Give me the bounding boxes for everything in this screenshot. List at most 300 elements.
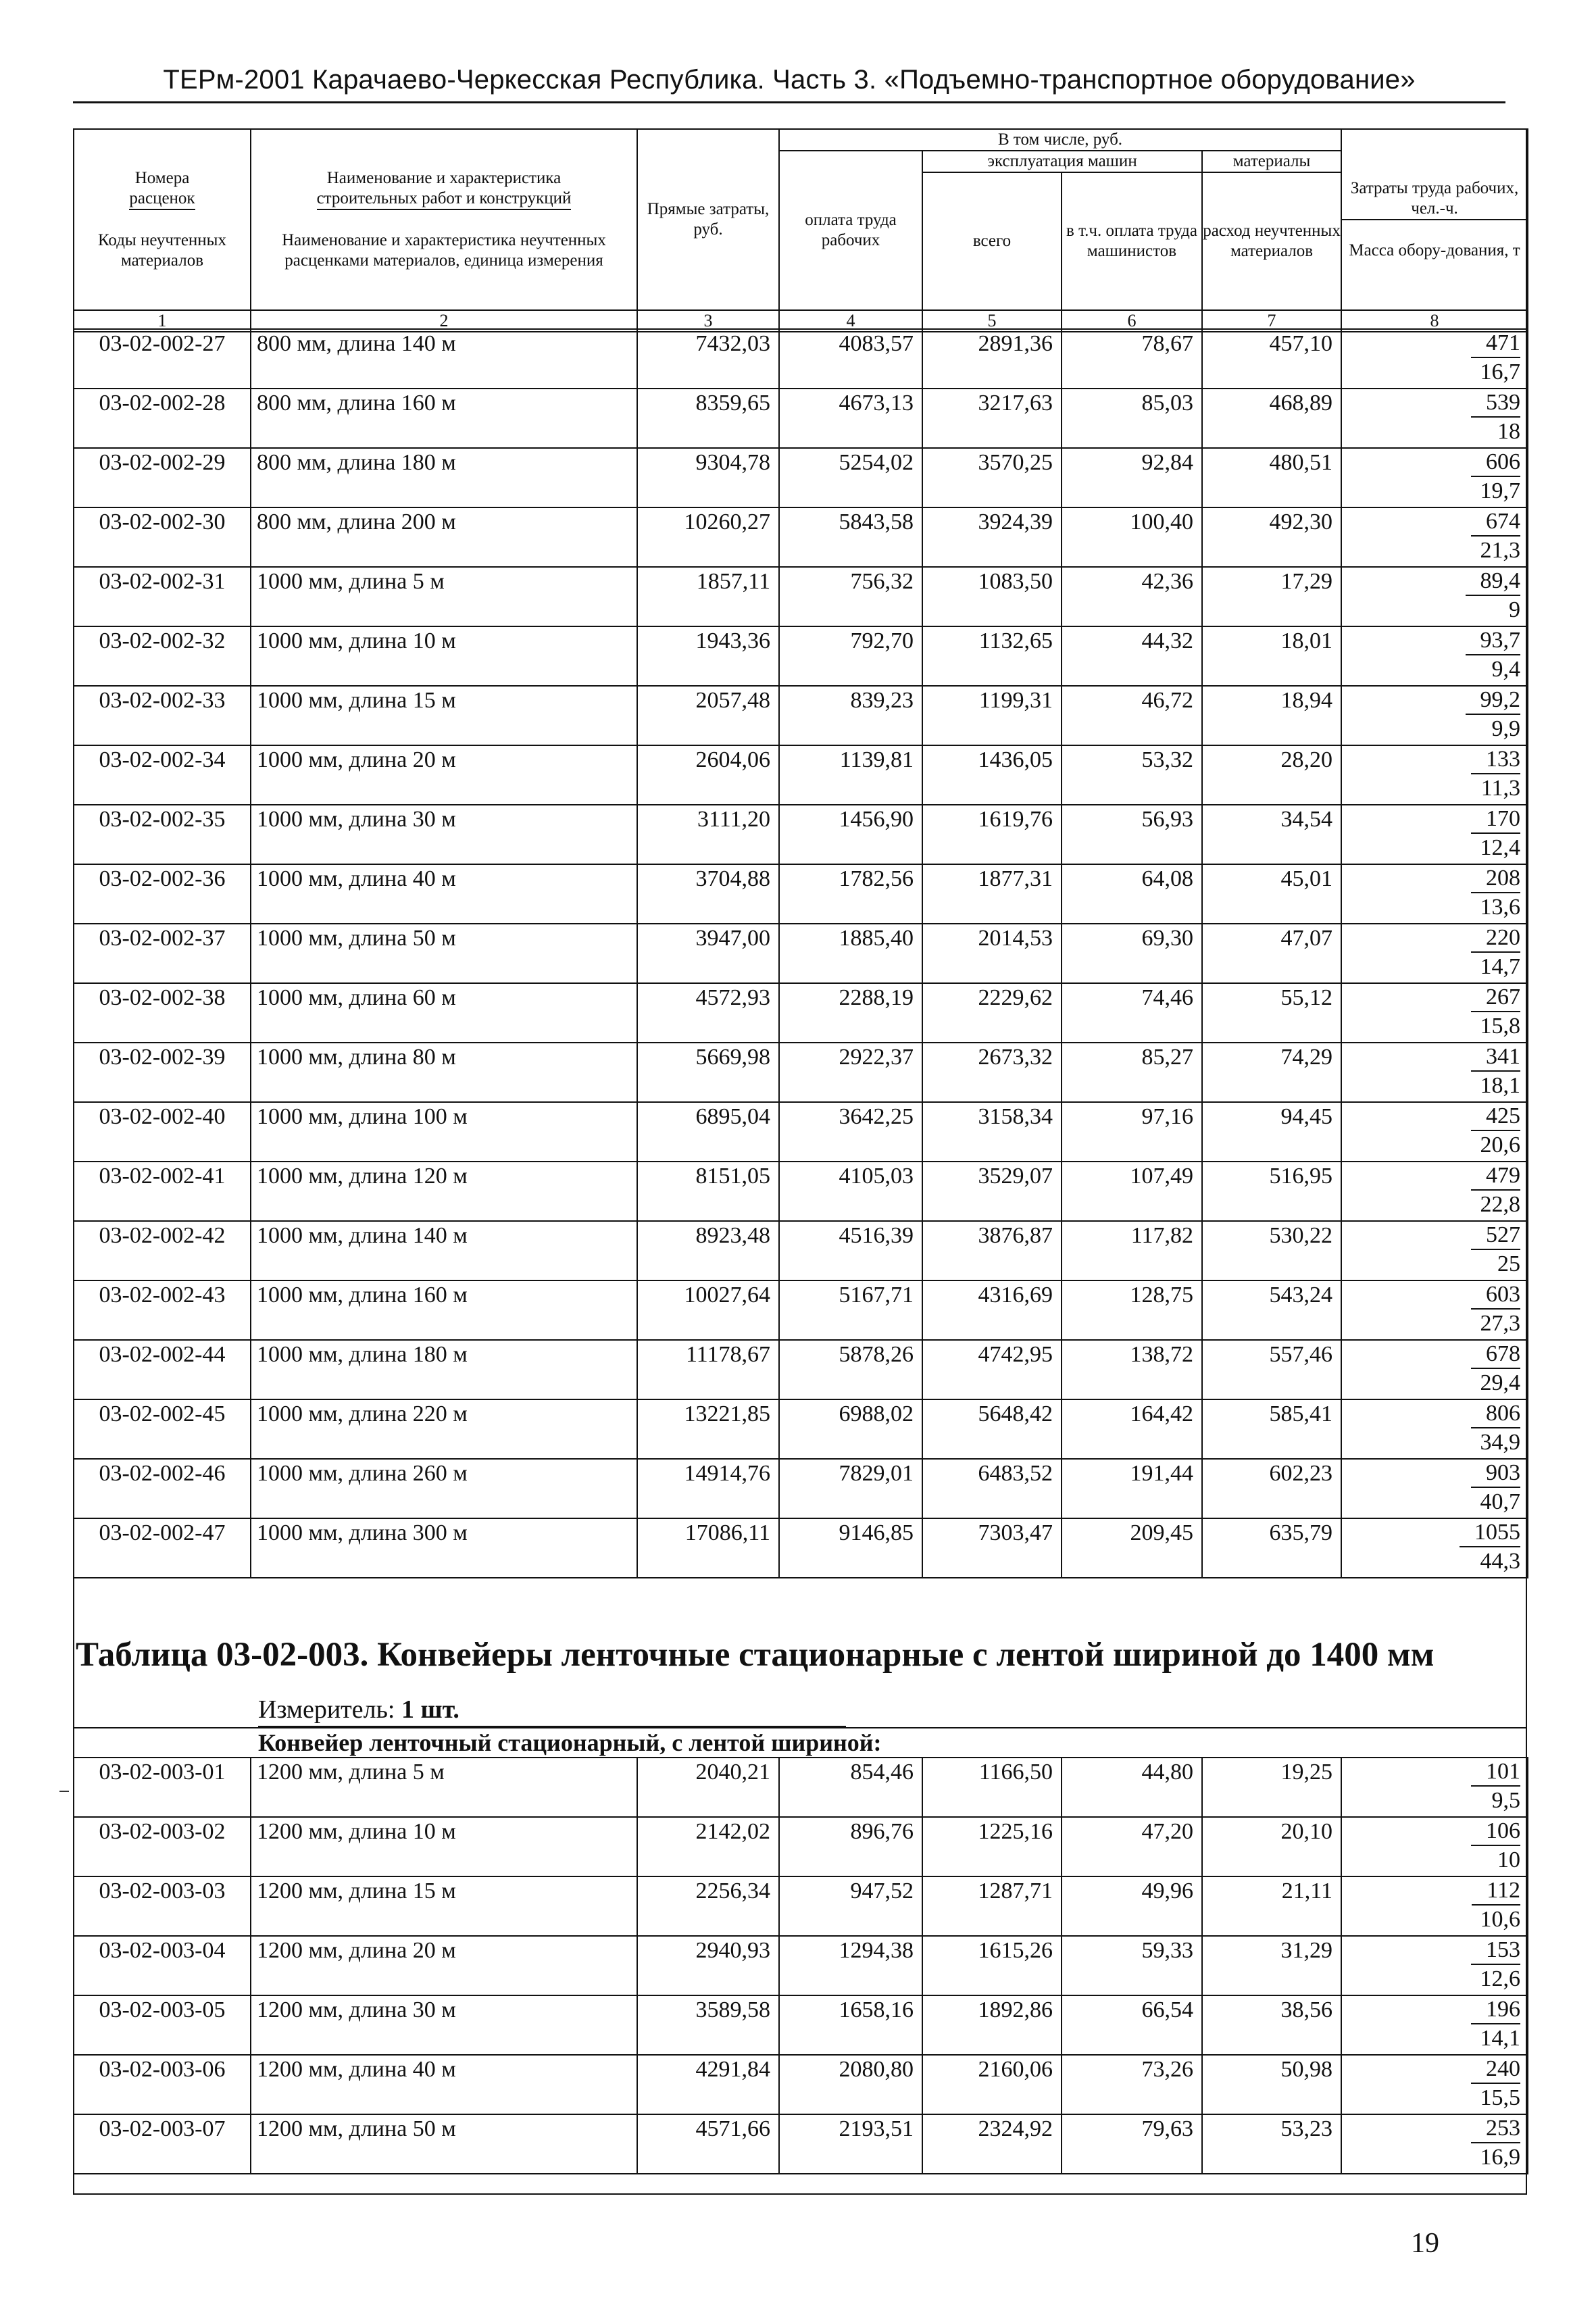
equipment-mass: 15,8 — [1480, 1014, 1520, 1039]
machines-total: 6483,52 — [922, 1459, 1062, 1518]
materials: 557,46 — [1202, 1340, 1341, 1399]
work-name: 1000 мм, длина 10 м — [251, 626, 637, 686]
labor-pay: 2288,19 — [779, 983, 922, 1043]
table-row — [74, 2055, 1528, 2114]
machines-total: 2324,92 — [922, 2114, 1062, 2174]
labor-hours: 253 — [1471, 2115, 1520, 2143]
equipment-mass: 18,1 — [1480, 1073, 1520, 1098]
equipment-mass: 12,6 — [1480, 1966, 1520, 1991]
labor-pay: 7829,01 — [779, 1459, 922, 1518]
labor-pay: 1885,40 — [779, 924, 922, 983]
machines-total: 2891,36 — [922, 329, 1062, 389]
machinists-pay: 85,03 — [1062, 389, 1202, 448]
page-number: 19 — [1411, 2228, 1439, 2259]
machinists-pay: 66,54 — [1062, 1995, 1202, 2055]
work-name: 1000 мм, длина 80 м — [251, 1043, 637, 1102]
group-label: Конвейер ленточный стационарный, с лентой шириной: — [258, 1729, 882, 1756]
work-name: 800 мм, длина 140 м — [251, 329, 637, 389]
labor-mass-cell — [1341, 805, 1528, 864]
labor-pay: 4105,03 — [779, 1162, 922, 1221]
work-name: 1000 мм, длина 260 м — [251, 1459, 637, 1518]
machines-total: 2229,62 — [922, 983, 1062, 1043]
labor-pay: 792,70 — [779, 626, 922, 686]
table-row — [74, 1459, 1528, 1518]
machines-total: 2014,53 — [922, 924, 1062, 983]
work-name: 1000 мм, длина 20 м — [251, 745, 637, 805]
table-row — [74, 686, 1528, 745]
work-name: 1200 мм, длина 30 м — [251, 1995, 637, 2055]
table-row — [74, 448, 1528, 507]
labor-hours: 133 — [1471, 746, 1520, 774]
rate-code: 03-02-002-35 — [74, 805, 251, 864]
equipment-mass: 44,3 — [1480, 1549, 1520, 1574]
table-row — [74, 1340, 1528, 1399]
labor-pay: 4516,39 — [779, 1221, 922, 1280]
work-name: 1000 мм, длина 40 м — [251, 864, 637, 924]
direct-costs: 2142,02 — [637, 1817, 779, 1876]
machines-total: 1166,50 — [922, 1758, 1062, 1817]
equipment-mass: 40,7 — [1480, 1489, 1520, 1514]
direct-costs: 17086,11 — [637, 1518, 779, 1578]
work-name: 1000 мм, длина 30 м — [251, 805, 637, 864]
header-name: Наименование и характеристика строительных работ и конструкций Наименование и характеристика неучтенных расценками материалов, единица измерения — [251, 129, 637, 310]
machines-total: 3924,39 — [922, 507, 1062, 567]
rate-code: 03-02-003-06 — [74, 2055, 251, 2114]
table-row — [74, 626, 1528, 686]
work-name: 1000 мм, длина 100 м — [251, 1102, 637, 1162]
rate-code: 03-02-002-34 — [74, 745, 251, 805]
header-rule — [73, 101, 1505, 103]
header-labor-mass: Затраты труда рабочих, чел.-ч. Масса обору-дования, т — [1341, 129, 1528, 310]
labor-hours: 527 — [1471, 1222, 1520, 1250]
labor-hours: 267 — [1471, 984, 1520, 1012]
direct-costs: 4572,93 — [637, 983, 779, 1043]
machinists-pay: 56,93 — [1062, 805, 1202, 864]
table-row — [74, 1221, 1528, 1280]
labor-mass-cell — [1341, 1399, 1528, 1459]
machinists-pay: 53,32 — [1062, 745, 1202, 805]
direct-costs: 1857,11 — [637, 567, 779, 626]
equipment-mass: 14,7 — [1480, 954, 1520, 979]
materials: 21,11 — [1202, 1876, 1341, 1936]
labor-hours: 89,4 — [1466, 568, 1521, 596]
rate-code: 03-02-002-45 — [74, 1399, 251, 1459]
equipment-mass: 9 — [1509, 597, 1520, 622]
rate-code: 03-02-002-44 — [74, 1340, 251, 1399]
labor-mass-cell — [1341, 1459, 1528, 1518]
rate-code: 03-02-002-28 — [74, 389, 251, 448]
machines-total: 1287,71 — [922, 1876, 1062, 1936]
equipment-mass: 14,1 — [1480, 2026, 1520, 2051]
labor-pay: 4673,13 — [779, 389, 922, 448]
table-row — [74, 1399, 1528, 1459]
materials: 585,41 — [1202, 1399, 1341, 1459]
direct-costs: 14914,76 — [637, 1459, 779, 1518]
labor-mass-cell — [1341, 507, 1528, 567]
rate-code: 03-02-003-03 — [74, 1876, 251, 1936]
direct-costs: 3947,00 — [637, 924, 779, 983]
table-row — [74, 1995, 1528, 2055]
column-number: 1 — [74, 310, 251, 332]
labor-hours: 479 — [1471, 1162, 1520, 1191]
labor-mass-cell — [1341, 2114, 1528, 2174]
labor-pay: 2080,80 — [779, 2055, 922, 2114]
machines-total: 2160,06 — [922, 2055, 1062, 2114]
rate-code: 03-02-002-41 — [74, 1162, 251, 1221]
labor-pay: 896,76 — [779, 1817, 922, 1876]
machines-total: 1877,31 — [922, 864, 1062, 924]
machines-total: 1132,65 — [922, 626, 1062, 686]
labor-hours: 153 — [1471, 1937, 1520, 1965]
labor-pay: 1139,81 — [779, 745, 922, 805]
labor-hours: 674 — [1471, 508, 1520, 537]
column-number: 5 — [922, 310, 1062, 332]
machinists-pay: 64,08 — [1062, 864, 1202, 924]
table-row — [74, 1758, 1528, 1817]
equipment-mass: 21,3 — [1480, 538, 1520, 563]
work-name: 1000 мм, длина 160 м — [251, 1280, 637, 1340]
work-name: 1000 мм, длина 15 м — [251, 686, 637, 745]
column-number: 3 — [637, 310, 779, 332]
rate-code: 03-02-002-42 — [74, 1221, 251, 1280]
labor-pay: 854,46 — [779, 1758, 922, 1817]
table-row — [74, 329, 1528, 389]
machines-total: 3217,63 — [922, 389, 1062, 448]
rate-code: 03-02-003-01 — [74, 1758, 251, 1817]
labor-mass-cell — [1341, 1995, 1528, 2055]
materials: 31,29 — [1202, 1936, 1341, 1995]
equipment-mass: 10,6 — [1480, 1907, 1520, 1932]
work-name: 1200 мм, длина 10 м — [251, 1817, 637, 1876]
labor-pay: 1658,16 — [779, 1995, 922, 2055]
rate-code: 03-02-002-43 — [74, 1280, 251, 1340]
labor-hours: 208 — [1471, 865, 1520, 893]
machines-total: 1619,76 — [922, 805, 1062, 864]
direct-costs: 11178,67 — [637, 1340, 779, 1399]
machinists-pay: 191,44 — [1062, 1459, 1202, 1518]
equipment-mass: 9,4 — [1491, 657, 1520, 682]
table-row — [74, 745, 1528, 805]
work-name: 1000 мм, длина 5 м — [251, 567, 637, 626]
table-row — [74, 983, 1528, 1043]
machines-total: 1615,26 — [922, 1936, 1062, 1995]
header-machines: эксплуатация машин — [922, 151, 1202, 172]
labor-pay: 5254,02 — [779, 448, 922, 507]
rates-table-03-02-003 — [73, 1757, 1528, 2174]
labor-mass-cell — [1341, 1936, 1528, 1995]
machinists-pay: 209,45 — [1062, 1518, 1202, 1578]
direct-costs: 1943,36 — [637, 626, 779, 686]
unit-label: Измеритель: — [258, 1695, 395, 1724]
machinists-pay: 97,16 — [1062, 1102, 1202, 1162]
equipment-mass: 10 — [1497, 1847, 1520, 1872]
machinists-pay: 78,67 — [1062, 329, 1202, 389]
rate-code: 03-02-002-40 — [74, 1102, 251, 1162]
work-name: 1200 мм, длина 5 м — [251, 1758, 637, 1817]
equipment-mass: 9,5 — [1491, 1788, 1520, 1813]
column-number: 4 — [779, 310, 922, 332]
table-row — [74, 1280, 1528, 1340]
machines-total: 1225,16 — [922, 1817, 1062, 1876]
machinists-pay: 69,30 — [1062, 924, 1202, 983]
labor-mass-cell — [1341, 745, 1528, 805]
labor-hours: 678 — [1471, 1341, 1520, 1369]
table-row — [74, 1162, 1528, 1221]
rate-code: 03-02-002-32 — [74, 626, 251, 686]
labor-hours: 240 — [1471, 2056, 1520, 2084]
labor-mass-cell — [1341, 329, 1528, 389]
direct-costs: 9304,78 — [637, 448, 779, 507]
running-header: ТЕРм-2001 Карачаево-Черкесская Республика. Часть 3. «Подъемно-транспортное оборудование» — [163, 65, 1416, 95]
table-row — [74, 864, 1528, 924]
labor-mass-cell — [1341, 2055, 1528, 2114]
equipment-mass: 22,8 — [1480, 1192, 1520, 1217]
direct-costs: 2604,06 — [637, 745, 779, 805]
rate-code: 03-02-002-31 — [74, 567, 251, 626]
work-name: 1000 мм, длина 140 м — [251, 1221, 637, 1280]
table-row — [74, 1043, 1528, 1102]
machinists-pay: 44,80 — [1062, 1758, 1202, 1817]
labor-hours: 425 — [1471, 1103, 1520, 1131]
direct-costs: 8151,05 — [637, 1162, 779, 1221]
labor-hours: 196 — [1471, 1996, 1520, 2024]
rate-code: 03-02-003-07 — [74, 2114, 251, 2174]
equipment-mass: 9,9 — [1491, 716, 1520, 741]
materials: 18,94 — [1202, 686, 1341, 745]
machines-total: 1083,50 — [922, 567, 1062, 626]
direct-costs: 3704,88 — [637, 864, 779, 924]
rate-code: 03-02-003-05 — [74, 1995, 251, 2055]
labor-pay: 839,23 — [779, 686, 922, 745]
direct-costs: 13221,85 — [637, 1399, 779, 1459]
labor-pay: 9146,85 — [779, 1518, 922, 1578]
equipment-mass: 11,3 — [1480, 776, 1520, 801]
labor-mass-cell — [1341, 1817, 1528, 1876]
table-row — [74, 507, 1528, 567]
direct-costs: 2040,21 — [637, 1758, 779, 1817]
work-name: 1200 мм, длина 15 м — [251, 1876, 637, 1936]
materials: 530,22 — [1202, 1221, 1341, 1280]
labor-hours: 903 — [1471, 1460, 1520, 1488]
column-number: 6 — [1062, 310, 1202, 332]
header-machines-labor: в т.ч. оплата труда машинистов — [1062, 172, 1202, 310]
labor-pay: 5843,58 — [779, 507, 922, 567]
materials: 55,12 — [1202, 983, 1341, 1043]
labor-pay: 1294,38 — [779, 1936, 922, 1995]
labor-pay: 947,52 — [779, 1876, 922, 1936]
machines-total: 3570,25 — [922, 448, 1062, 507]
labor-hours: 606 — [1471, 449, 1520, 477]
labor-hours: 101 — [1471, 1758, 1520, 1787]
direct-costs: 2256,34 — [637, 1876, 779, 1936]
machines-total: 3158,34 — [922, 1102, 1062, 1162]
labor-mass-cell — [1341, 1518, 1528, 1578]
machines-total: 4742,95 — [922, 1340, 1062, 1399]
table-row — [74, 1936, 1528, 1995]
machinists-pay: 117,82 — [1062, 1221, 1202, 1280]
rate-code: 03-02-002-33 — [74, 686, 251, 745]
labor-mass-cell — [1341, 1043, 1528, 1102]
labor-pay: 5167,71 — [779, 1280, 922, 1340]
labor-pay: 1782,56 — [779, 864, 922, 924]
labor-mass-cell — [1341, 864, 1528, 924]
labor-hours: 106 — [1471, 1818, 1520, 1846]
labor-pay: 6988,02 — [779, 1399, 922, 1459]
labor-hours: 341 — [1471, 1043, 1520, 1072]
labor-pay: 4083,57 — [779, 329, 922, 389]
table-row — [74, 924, 1528, 983]
table-header — [73, 128, 1528, 332]
direct-costs: 2057,48 — [637, 686, 779, 745]
rate-code: 03-02-002-27 — [74, 329, 251, 389]
rate-code: 03-02-002-29 — [74, 448, 251, 507]
equipment-mass: 18 — [1497, 419, 1520, 444]
header-machines-total: всего — [922, 172, 1062, 310]
work-name: 1200 мм, длина 50 м — [251, 2114, 637, 2174]
rates-table-03-02-002 — [73, 328, 1528, 1578]
machines-total: 1892,86 — [922, 1995, 1062, 2055]
direct-costs: 10027,64 — [637, 1280, 779, 1340]
materials: 468,89 — [1202, 389, 1341, 448]
header-direct-costs: Прямые затраты, руб. — [637, 129, 779, 310]
materials: 543,24 — [1202, 1280, 1341, 1340]
labor-pay: 2193,51 — [779, 2114, 922, 2174]
direct-costs: 4291,84 — [637, 2055, 779, 2114]
table-row — [74, 1102, 1528, 1162]
machinists-pay: 164,42 — [1062, 1399, 1202, 1459]
labor-pay: 3642,25 — [779, 1102, 922, 1162]
machines-total: 4316,69 — [922, 1280, 1062, 1340]
direct-costs: 3589,58 — [637, 1995, 779, 2055]
column-number: 7 — [1202, 310, 1341, 332]
work-name: 800 мм, длина 180 м — [251, 448, 637, 507]
machinists-pay: 74,46 — [1062, 983, 1202, 1043]
labor-mass-cell — [1341, 924, 1528, 983]
column-number: 2 — [251, 310, 637, 332]
equipment-mass: 27,3 — [1480, 1311, 1520, 1336]
rate-code: 03-02-002-46 — [74, 1459, 251, 1518]
machines-total: 3529,07 — [922, 1162, 1062, 1221]
direct-costs: 5669,98 — [637, 1043, 779, 1102]
labor-mass-cell — [1341, 567, 1528, 626]
materials: 18,01 — [1202, 626, 1341, 686]
materials: 17,29 — [1202, 567, 1341, 626]
work-name: 1000 мм, длина 50 м — [251, 924, 637, 983]
materials: 457,10 — [1202, 329, 1341, 389]
materials: 492,30 — [1202, 507, 1341, 567]
materials: 45,01 — [1202, 864, 1341, 924]
machines-total: 5648,42 — [922, 1399, 1062, 1459]
rate-code: 03-02-002-38 — [74, 983, 251, 1043]
work-name: 1200 мм, длина 40 м — [251, 2055, 637, 2114]
labor-mass-cell — [1341, 1221, 1528, 1280]
rate-code: 03-02-003-04 — [74, 1936, 251, 1995]
header-materials: материалы — [1202, 151, 1341, 172]
machines-total: 3876,87 — [922, 1221, 1062, 1280]
table-row — [74, 389, 1528, 448]
machinists-pay: 138,72 — [1062, 1340, 1202, 1399]
materials: 74,29 — [1202, 1043, 1341, 1102]
labor-hours: 1055 — [1460, 1519, 1520, 1547]
labor-hours: 603 — [1471, 1281, 1520, 1310]
header-nomera: Номера расценок Коды неучтенных материалов — [74, 129, 251, 310]
direct-costs: 10260,27 — [637, 507, 779, 567]
rate-code: 03-02-002-39 — [74, 1043, 251, 1102]
table-row — [74, 1518, 1528, 1578]
materials: 28,20 — [1202, 745, 1341, 805]
direct-costs: 3111,20 — [637, 805, 779, 864]
rate-code: 03-02-002-47 — [74, 1518, 251, 1578]
machinists-pay: 44,32 — [1062, 626, 1202, 686]
machinists-pay: 47,20 — [1062, 1817, 1202, 1876]
machinists-pay: 42,36 — [1062, 567, 1202, 626]
margin-mark — [59, 1791, 69, 1792]
labor-mass-cell — [1341, 389, 1528, 448]
direct-costs: 7432,03 — [637, 329, 779, 389]
materials: 94,45 — [1202, 1102, 1341, 1162]
rate-code: 03-02-002-36 — [74, 864, 251, 924]
unit-value: 1 шт. — [401, 1695, 459, 1724]
unit-line — [258, 1695, 459, 1724]
machinists-pay: 73,26 — [1062, 2055, 1202, 2114]
machinists-pay: 107,49 — [1062, 1162, 1202, 1221]
table-row — [74, 567, 1528, 626]
table-row — [74, 1817, 1528, 1876]
labor-hours: 99,2 — [1466, 687, 1521, 715]
labor-hours: 112 — [1472, 1877, 1520, 1906]
rate-code: 03-02-003-02 — [74, 1817, 251, 1876]
equipment-mass: 16,9 — [1480, 2145, 1520, 2170]
materials: 635,79 — [1202, 1518, 1341, 1578]
labor-mass-cell — [1341, 1162, 1528, 1221]
equipment-mass: 20,6 — [1480, 1132, 1520, 1158]
labor-hours: 170 — [1471, 805, 1520, 834]
header-labor-pay: оплата труда рабочих — [779, 151, 922, 310]
labor-mass-cell — [1341, 1876, 1528, 1936]
labor-mass-cell — [1341, 626, 1528, 686]
direct-costs: 4571,66 — [637, 2114, 779, 2174]
equipment-mass: 13,6 — [1480, 895, 1520, 920]
machines-total: 1436,05 — [922, 745, 1062, 805]
materials: 50,98 — [1202, 2055, 1341, 2114]
labor-pay: 5878,26 — [779, 1340, 922, 1399]
machinists-pay: 59,33 — [1062, 1936, 1202, 1995]
machinists-pay: 128,75 — [1062, 1280, 1202, 1340]
labor-mass-cell — [1341, 1280, 1528, 1340]
labor-mass-cell — [1341, 1102, 1528, 1162]
machinists-pay: 46,72 — [1062, 686, 1202, 745]
table-title: Таблица 03-02-003. Конвейеры ленточные стационарные с лентой шириной до 1400 мм — [76, 1636, 1435, 1674]
work-name: 800 мм, длина 200 м — [251, 507, 637, 567]
materials: 53,23 — [1202, 2114, 1341, 2174]
work-name: 1000 мм, длина 180 м — [251, 1340, 637, 1399]
direct-costs: 8359,65 — [637, 389, 779, 448]
labor-hours: 471 — [1471, 330, 1520, 358]
labor-mass-cell — [1341, 448, 1528, 507]
machines-total: 7303,47 — [922, 1518, 1062, 1578]
work-name: 1200 мм, длина 20 м — [251, 1936, 637, 1995]
machinists-pay: 100,40 — [1062, 507, 1202, 567]
header-including: В том числе, руб. — [779, 129, 1341, 151]
labor-pay: 756,32 — [779, 567, 922, 626]
equipment-mass: 29,4 — [1480, 1370, 1520, 1395]
materials: 34,54 — [1202, 805, 1341, 864]
materials: 516,95 — [1202, 1162, 1341, 1221]
table-row — [74, 2114, 1528, 2174]
equipment-mass: 15,5 — [1480, 2085, 1520, 2110]
machinists-pay: 49,96 — [1062, 1876, 1202, 1936]
direct-costs: 8923,48 — [637, 1221, 779, 1280]
